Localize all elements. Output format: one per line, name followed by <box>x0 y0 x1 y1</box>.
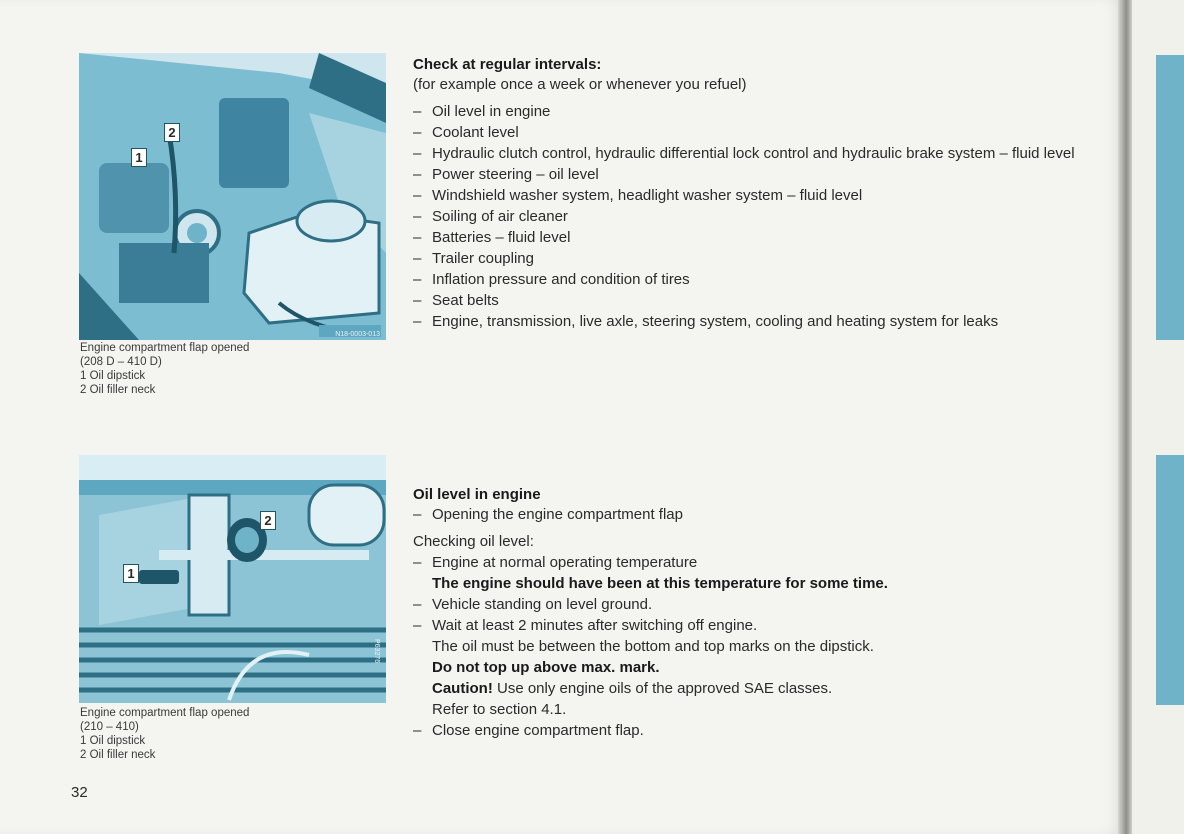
list-item: – Windshield washer system, headlight washer system – fluid level <box>413 185 1103 206</box>
callout-badge-2: 2 <box>260 511 276 530</box>
list-item: – Hydraulic clutch control, hydraulic differential lock control and hydraulic brake system – fluid level <box>413 143 1077 164</box>
caution-text: Use only engine oils of the approved SAE classes. <box>492 680 833 697</box>
checking-label: Checking oil level: <box>413 533 534 550</box>
callout-badge-1: 1 <box>131 148 147 167</box>
list-item: – Power steering – oil level <box>413 164 1103 185</box>
list-item: – Trailer coupling <box>413 248 1103 269</box>
list-item: – Soiling of air cleaner <box>413 206 1103 227</box>
check-list <box>413 101 1103 332</box>
book-gutter <box>1118 0 1132 834</box>
caption-line: Engine compartment flap opened <box>80 707 250 719</box>
section-regular-checks <box>413 55 1103 332</box>
step-warning: Do not top up above max. mark. <box>432 659 660 676</box>
step-note: The oil must be between the bottom and top marks on the dipstick. <box>432 638 874 655</box>
list-item: – Opening the engine compartment flap <box>413 504 1103 525</box>
figure-caption-1 <box>80 341 249 397</box>
caption-line: 2 Oil filler neck <box>80 384 156 396</box>
callout-badge-2: 2 <box>164 123 180 142</box>
adjacent-page-edge <box>1132 0 1184 834</box>
figure-ref-code: N18-0003-013 <box>335 331 380 338</box>
figure-ref-code: P63276 <box>373 638 380 663</box>
list-item: – Engine, transmission, live axle, steering system, cooling and heating system for leaks <box>413 311 1097 332</box>
open-list <box>413 504 1103 525</box>
list-item: – Inflation pressure and condition of tires <box>413 269 1103 290</box>
caution-label: Caution! <box>432 680 493 697</box>
steps-list <box>413 552 1103 573</box>
caption-line: Engine compartment flap opened <box>80 342 250 354</box>
caption-line: 2 Oil filler neck <box>80 749 156 761</box>
engine-illustration-1 <box>79 53 386 340</box>
steps-list <box>413 720 1103 741</box>
list-item: – Close engine compartment flap. <box>413 720 1103 741</box>
caption-line: 1 Oil dipstick <box>80 370 146 382</box>
steps-list <box>413 594 1103 636</box>
section-title: Check at regular intervals: <box>413 56 602 73</box>
list-item: – Seat belts <box>413 290 1103 311</box>
list-item: – Coolant level <box>413 122 1103 143</box>
caption-line: (210 – 410) <box>80 721 139 733</box>
list-item: – Batteries – fluid level <box>413 227 1103 248</box>
list-item: – Vehicle standing on level ground. <box>413 594 1103 615</box>
caution-line <box>413 678 1103 699</box>
page-number: 32 <box>71 784 88 801</box>
caption-line: (208 D – 410 D) <box>80 356 162 368</box>
section-subtitle: (for example once a week or whenever you refuel) <box>413 76 747 93</box>
refer-line: Refer to section 4.1. <box>432 701 567 718</box>
list-item: – Engine at normal operating temperature <box>413 552 1103 573</box>
step-note: The engine should have been at this temperature for some time. <box>432 575 888 592</box>
figure-engine-compartment-1 <box>79 53 386 340</box>
adjacent-figure-1 <box>1156 55 1184 340</box>
figure-engine-compartment-2 <box>79 455 386 703</box>
caption-line: 1 Oil dipstick <box>80 735 146 747</box>
list-item: – Wait at least 2 minutes after switching off engine. <box>413 615 1103 636</box>
figure-caption-2 <box>80 706 249 762</box>
list-item: – Oil level in engine <box>413 101 1103 122</box>
section-oil-level <box>413 485 1103 741</box>
section-title: Oil level in engine <box>413 486 541 503</box>
callout-badge-1: 1 <box>123 564 139 583</box>
adjacent-figure-2 <box>1156 455 1184 705</box>
